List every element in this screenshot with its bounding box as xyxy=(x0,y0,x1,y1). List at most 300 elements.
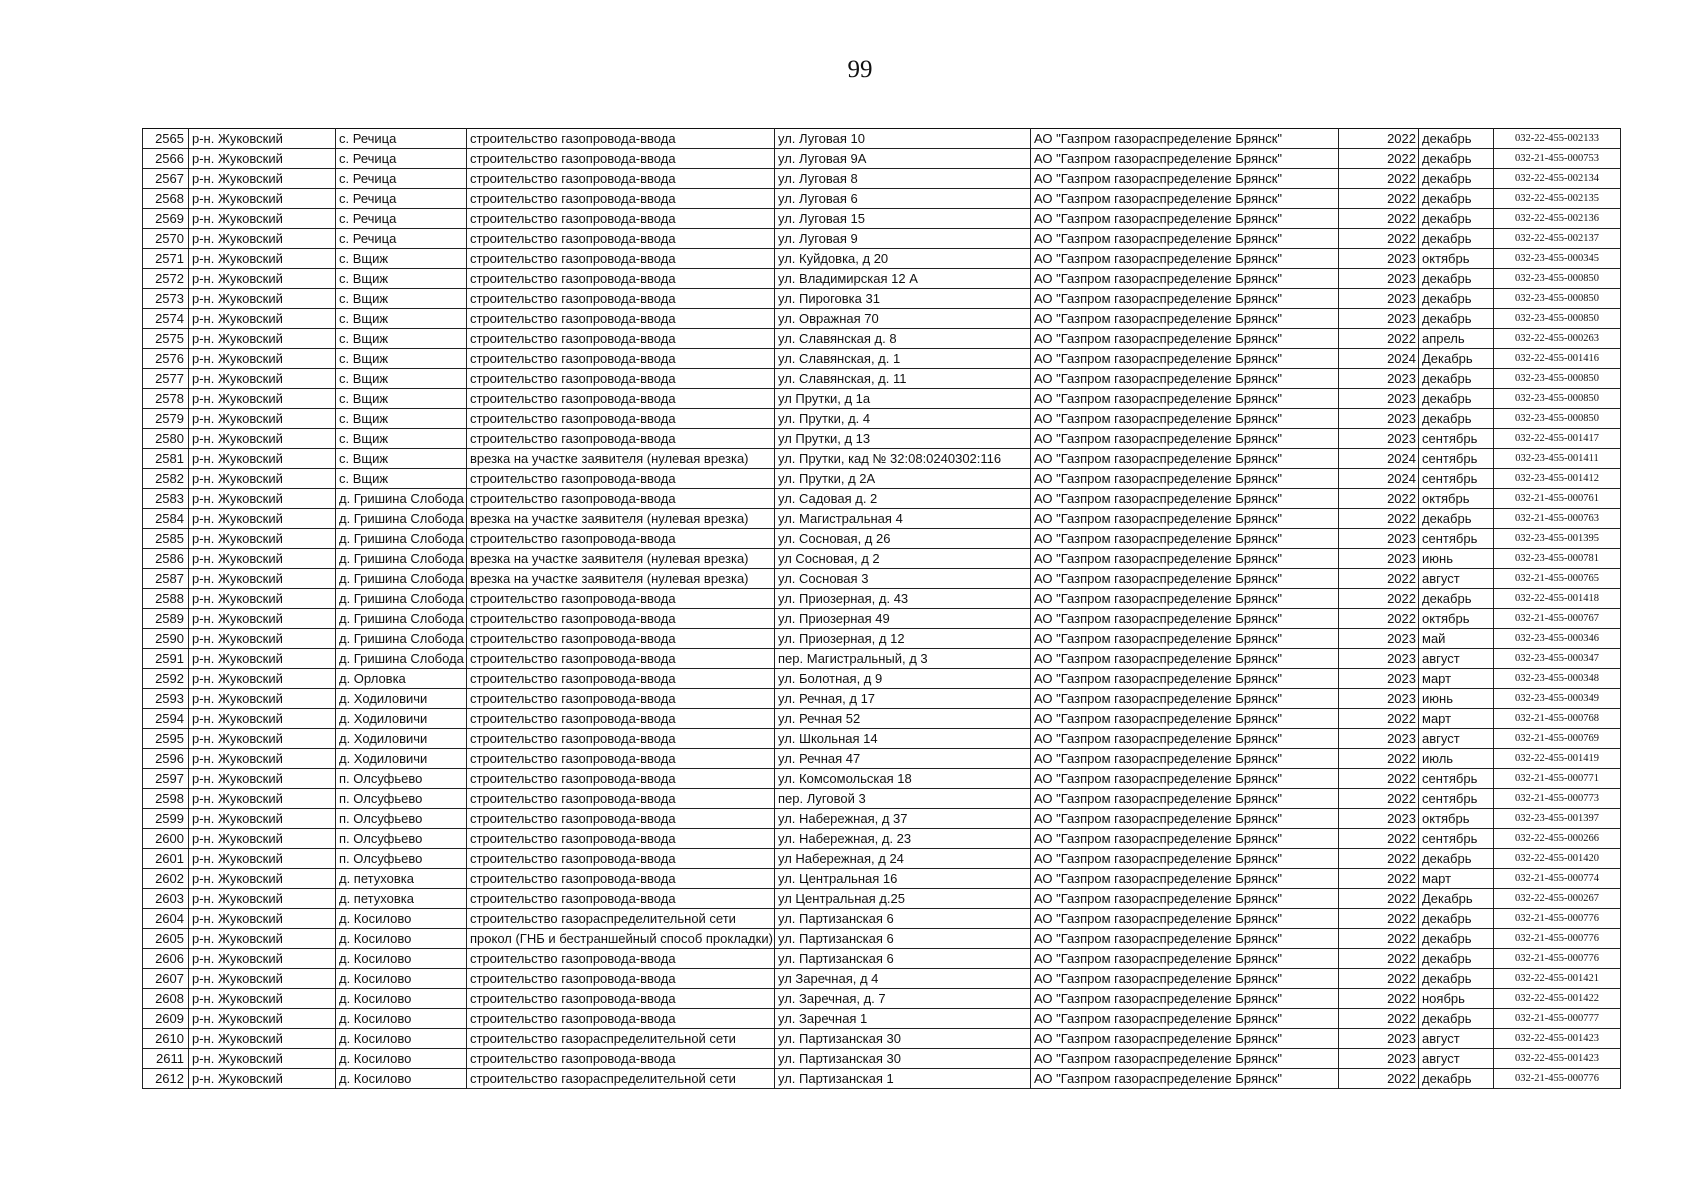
year-cell: 2023 xyxy=(1339,309,1419,329)
year-cell: 2022 xyxy=(1339,769,1419,789)
year-cell: 2023 xyxy=(1339,409,1419,429)
year-cell: 2023 xyxy=(1339,1029,1419,1049)
code-cell: 032-23-455-000348 xyxy=(1494,669,1621,689)
district-cell: р-н. Жуковский xyxy=(189,1029,336,1049)
row-number-cell: 2587 xyxy=(143,569,189,589)
month-cell: март xyxy=(1419,869,1494,889)
district-cell: р-н. Жуковский xyxy=(189,869,336,889)
address-cell: ул. Владимирская 12 А xyxy=(775,269,1031,289)
district-cell: р-н. Жуковский xyxy=(189,949,336,969)
work-type-cell: строительство газопровода-ввода xyxy=(467,269,775,289)
row-number-cell: 2570 xyxy=(143,229,189,249)
table-row xyxy=(143,129,1621,149)
work-type-cell: строительство газопровода-ввода xyxy=(467,489,775,509)
settlement-cell: д. Косилово xyxy=(336,969,467,989)
year-cell: 2022 xyxy=(1339,149,1419,169)
year-cell: 2022 xyxy=(1339,789,1419,809)
address-cell: ул. Славянская, д. 11 xyxy=(775,369,1031,389)
organization-cell: АО "Газпром газораспределение Брянск" xyxy=(1031,849,1339,869)
district-cell: р-н. Жуковский xyxy=(189,229,336,249)
work-type-cell: строительство газопровода-ввода xyxy=(467,809,775,829)
district-cell: р-н. Жуковский xyxy=(189,989,336,1009)
year-cell: 2023 xyxy=(1339,1049,1419,1069)
settlement-cell: с. Речица xyxy=(336,209,467,229)
month-cell: август xyxy=(1419,1029,1494,1049)
address-cell: ул. Луговая 9 xyxy=(775,229,1031,249)
settlement-cell: д. Косилово xyxy=(336,949,467,969)
work-type-cell: строительство газораспределительной сети xyxy=(467,1069,775,1089)
row-number-cell: 2572 xyxy=(143,269,189,289)
district-cell: р-н. Жуковский xyxy=(189,509,336,529)
month-cell: декабрь xyxy=(1419,309,1494,329)
work-type-cell: строительство газопровода-ввода xyxy=(467,289,775,309)
organization-cell: АО "Газпром газораспределение Брянск" xyxy=(1031,489,1339,509)
year-cell: 2022 xyxy=(1339,869,1419,889)
code-cell: 032-22-455-002137 xyxy=(1494,229,1621,249)
district-cell: р-н. Жуковский xyxy=(189,909,336,929)
work-type-cell: строительство газопровода-ввода xyxy=(467,1009,775,1029)
code-cell: 032-22-455-002133 xyxy=(1494,129,1621,149)
code-cell: 032-21-455-000765 xyxy=(1494,569,1621,589)
month-cell: декабрь xyxy=(1419,129,1494,149)
address-cell: ул. Сосновая, д 26 xyxy=(775,529,1031,549)
settlement-cell: с. Вщиж xyxy=(336,329,467,349)
year-cell: 2023 xyxy=(1339,269,1419,289)
settlement-cell: д. Косилово xyxy=(336,989,467,1009)
settlement-cell: с. Вщиж xyxy=(336,449,467,469)
month-cell: декабрь xyxy=(1419,969,1494,989)
settlement-cell: с. Вщиж xyxy=(336,369,467,389)
organization-cell: АО "Газпром газораспределение Брянск" xyxy=(1031,669,1339,689)
address-cell: ул. Речная, д 17 xyxy=(775,689,1031,709)
row-number-cell: 2588 xyxy=(143,589,189,609)
district-cell: р-н. Жуковский xyxy=(189,889,336,909)
table-row xyxy=(143,809,1621,829)
work-type-cell: строительство газопровода-ввода xyxy=(467,629,775,649)
settlement-cell: д. Гришина Слобода xyxy=(336,549,467,569)
address-cell: ул. Набережная, д 37 xyxy=(775,809,1031,829)
district-cell: р-н. Жуковский xyxy=(189,409,336,429)
settlement-cell: с. Вщиж xyxy=(336,309,467,329)
work-type-cell: строительство газопровода-ввода xyxy=(467,309,775,329)
table-row xyxy=(143,889,1621,909)
settlement-cell: д. Косилово xyxy=(336,909,467,929)
work-type-cell: строительство газопровода-ввода xyxy=(467,669,775,689)
organization-cell: АО "Газпром газораспределение Брянск" xyxy=(1031,789,1339,809)
code-cell: 032-22-455-000266 xyxy=(1494,829,1621,849)
table-row xyxy=(143,149,1621,169)
district-cell: р-н. Жуковский xyxy=(189,369,336,389)
address-cell: ул. Садовая д. 2 xyxy=(775,489,1031,509)
row-number-cell: 2581 xyxy=(143,449,189,469)
table-row xyxy=(143,1029,1621,1049)
organization-cell: АО "Газпром газораспределение Брянск" xyxy=(1031,909,1339,929)
code-cell: 032-23-455-001397 xyxy=(1494,809,1621,829)
year-cell: 2022 xyxy=(1339,929,1419,949)
year-cell: 2022 xyxy=(1339,609,1419,629)
month-cell: март xyxy=(1419,669,1494,689)
month-cell: июнь xyxy=(1419,689,1494,709)
month-cell: сентябрь xyxy=(1419,469,1494,489)
table-row xyxy=(143,209,1621,229)
month-cell: декабрь xyxy=(1419,589,1494,609)
settlement-cell: д. Ходиловичи xyxy=(336,709,467,729)
district-cell: р-н. Жуковский xyxy=(189,269,336,289)
district-cell: р-н. Жуковский xyxy=(189,669,336,689)
work-type-cell: строительство газопровода-ввода xyxy=(467,989,775,1009)
organization-cell: АО "Газпром газораспределение Брянск" xyxy=(1031,429,1339,449)
organization-cell: АО "Газпром газораспределение Брянск" xyxy=(1031,289,1339,309)
row-number-cell: 2586 xyxy=(143,549,189,569)
row-number-cell: 2596 xyxy=(143,749,189,769)
work-type-cell: строительство газопровода-ввода xyxy=(467,349,775,369)
code-cell: 032-23-455-000850 xyxy=(1494,409,1621,429)
month-cell: декабрь xyxy=(1419,1009,1494,1029)
district-cell: р-н. Жуковский xyxy=(189,729,336,749)
table-row xyxy=(143,709,1621,729)
year-cell: 2022 xyxy=(1339,1069,1419,1089)
organization-cell: АО "Газпром газораспределение Брянск" xyxy=(1031,309,1339,329)
district-cell: р-н. Жуковский xyxy=(189,829,336,849)
year-cell: 2024 xyxy=(1339,349,1419,369)
work-type-cell: строительство газораспределительной сети xyxy=(467,909,775,929)
organization-cell: АО "Газпром газораспределение Брянск" xyxy=(1031,389,1339,409)
year-cell: 2022 xyxy=(1339,169,1419,189)
organization-cell: АО "Газпром газораспределение Брянск" xyxy=(1031,509,1339,529)
row-number-cell: 2576 xyxy=(143,349,189,369)
code-cell: 032-21-455-000776 xyxy=(1494,909,1621,929)
organization-cell: АО "Газпром газораспределение Брянск" xyxy=(1031,589,1339,609)
district-cell: р-н. Жуковский xyxy=(189,489,336,509)
table-row xyxy=(143,409,1621,429)
work-type-cell: строительство газопровода-ввода xyxy=(467,249,775,269)
code-cell: 032-23-455-000346 xyxy=(1494,629,1621,649)
code-cell: 032-23-455-001395 xyxy=(1494,529,1621,549)
work-type-cell: строительство газопровода-ввода xyxy=(467,469,775,489)
address-cell: ул. Партизанская 6 xyxy=(775,909,1031,929)
settlement-cell: п. Олсуфьево xyxy=(336,769,467,789)
row-number-cell: 2578 xyxy=(143,389,189,409)
row-number-cell: 2589 xyxy=(143,609,189,629)
organization-cell: АО "Газпром газораспределение Брянск" xyxy=(1031,749,1339,769)
month-cell: сентябрь xyxy=(1419,789,1494,809)
table-row xyxy=(143,789,1621,809)
code-cell: 032-22-455-001423 xyxy=(1494,1049,1621,1069)
code-cell: 032-23-455-000345 xyxy=(1494,249,1621,269)
settlement-cell: п. Олсуфьево xyxy=(336,789,467,809)
district-cell: р-н. Жуковский xyxy=(189,329,336,349)
work-type-cell: строительство газопровода-ввода xyxy=(467,529,775,549)
year-cell: 2022 xyxy=(1339,489,1419,509)
work-type-cell: строительство газопровода-ввода xyxy=(467,189,775,209)
month-cell: декабрь xyxy=(1419,509,1494,529)
settlement-cell: д. Гришина Слобода xyxy=(336,649,467,669)
month-cell: декабрь xyxy=(1419,369,1494,389)
table-row xyxy=(143,229,1621,249)
table-row xyxy=(143,1049,1621,1069)
month-cell: сентябрь xyxy=(1419,429,1494,449)
organization-cell: АО "Газпром газораспределение Брянск" xyxy=(1031,369,1339,389)
year-cell: 2022 xyxy=(1339,989,1419,1009)
code-cell: 032-22-455-002136 xyxy=(1494,209,1621,229)
table-row xyxy=(143,949,1621,969)
row-number-cell: 2601 xyxy=(143,849,189,869)
row-number-cell: 2598 xyxy=(143,789,189,809)
code-cell: 032-22-455-001416 xyxy=(1494,349,1621,369)
row-number-cell: 2606 xyxy=(143,949,189,969)
month-cell: декабрь xyxy=(1419,229,1494,249)
row-number-cell: 2594 xyxy=(143,709,189,729)
month-cell: октябрь xyxy=(1419,489,1494,509)
row-number-cell: 2577 xyxy=(143,369,189,389)
address-cell: ул. Приозерная 49 xyxy=(775,609,1031,629)
table-row xyxy=(143,489,1621,509)
code-cell: 032-22-455-001423 xyxy=(1494,1029,1621,1049)
row-number-cell: 2608 xyxy=(143,989,189,1009)
settlement-cell: с. Вщиж xyxy=(336,289,467,309)
district-cell: р-н. Жуковский xyxy=(189,689,336,709)
work-type-cell: строительство газопровода-ввода xyxy=(467,769,775,789)
district-cell: р-н. Жуковский xyxy=(189,929,336,949)
row-number-cell: 2584 xyxy=(143,509,189,529)
address-cell: ул. Центральная 16 xyxy=(775,869,1031,889)
work-type-cell: строительство газопровода-ввода xyxy=(467,149,775,169)
month-cell: декабрь xyxy=(1419,149,1494,169)
work-type-cell: строительство газопровода-ввода xyxy=(467,129,775,149)
address-cell: ул. Партизанская 6 xyxy=(775,949,1031,969)
organization-cell: АО "Газпром газораспределение Брянск" xyxy=(1031,189,1339,209)
organization-cell: АО "Газпром газораспределение Брянск" xyxy=(1031,349,1339,369)
settlement-cell: п. Олсуфьево xyxy=(336,809,467,829)
organization-cell: АО "Газпром газораспределение Брянск" xyxy=(1031,729,1339,749)
address-cell: ул. Заречная, д. 7 xyxy=(775,989,1031,1009)
work-type-cell: прокол (ГНБ и бестраншейный способ прокладки) xyxy=(467,929,775,949)
month-cell: март xyxy=(1419,709,1494,729)
settlement-cell: с. Вщиж xyxy=(336,429,467,449)
work-type-cell: строительство газопровода-ввода xyxy=(467,389,775,409)
code-cell: 032-21-455-000776 xyxy=(1494,929,1621,949)
organization-cell: АО "Газпром газораспределение Брянск" xyxy=(1031,769,1339,789)
settlement-cell: с. Вщиж xyxy=(336,349,467,369)
code-cell: 032-21-455-000769 xyxy=(1494,729,1621,749)
settlement-cell: с. Вщиж xyxy=(336,469,467,489)
table-row xyxy=(143,629,1621,649)
table-row xyxy=(143,1069,1621,1089)
district-cell: р-н. Жуковский xyxy=(189,1049,336,1069)
address-cell: ул. Сосновая 3 xyxy=(775,569,1031,589)
table-row xyxy=(143,469,1621,489)
work-type-cell: строительство газопровода-ввода xyxy=(467,429,775,449)
settlement-cell: д. Косилово xyxy=(336,929,467,949)
table-row xyxy=(143,349,1621,369)
address-cell: ул. Прутки, кад № 32:08:0240302:116 xyxy=(775,449,1031,469)
organization-cell: АО "Газпром газораспределение Брянск" xyxy=(1031,149,1339,169)
code-cell: 032-21-455-000767 xyxy=(1494,609,1621,629)
table-row xyxy=(143,329,1621,349)
table-row xyxy=(143,169,1621,189)
month-cell: май xyxy=(1419,629,1494,649)
code-cell: 032-22-455-001421 xyxy=(1494,969,1621,989)
row-number-cell: 2583 xyxy=(143,489,189,509)
year-cell: 2022 xyxy=(1339,209,1419,229)
address-cell: ул. Приозерная, д 12 xyxy=(775,629,1031,649)
work-type-cell: строительство газопровода-ввода xyxy=(467,709,775,729)
district-cell: р-н. Жуковский xyxy=(189,189,336,209)
address-cell: ул. Луговая 6 xyxy=(775,189,1031,209)
work-type-cell: строительство газопровода-ввода xyxy=(467,949,775,969)
page-number: 99 xyxy=(847,56,873,83)
year-cell: 2023 xyxy=(1339,249,1419,269)
work-type-cell: строительство газопровода-ввода xyxy=(467,329,775,349)
year-cell: 2022 xyxy=(1339,229,1419,249)
address-cell: ул. Болотная, д 9 xyxy=(775,669,1031,689)
address-cell: ул. Луговая 15 xyxy=(775,209,1031,229)
settlement-cell: д. Ходиловичи xyxy=(336,729,467,749)
address-cell: ул. Речная 47 xyxy=(775,749,1031,769)
code-cell: 032-22-455-001419 xyxy=(1494,749,1621,769)
row-number-cell: 2574 xyxy=(143,309,189,329)
district-cell: р-н. Жуковский xyxy=(189,549,336,569)
year-cell: 2023 xyxy=(1339,729,1419,749)
work-type-cell: врезка на участке заявителя (нулевая врезка) xyxy=(467,449,775,469)
month-cell: декабрь xyxy=(1419,909,1494,929)
row-number-cell: 2571 xyxy=(143,249,189,269)
code-cell: 032-22-455-001422 xyxy=(1494,989,1621,1009)
year-cell: 2023 xyxy=(1339,629,1419,649)
month-cell: декабрь xyxy=(1419,289,1494,309)
organization-cell: АО "Газпром газораспределение Брянск" xyxy=(1031,229,1339,249)
organization-cell: АО "Газпром газораспределение Брянск" xyxy=(1031,989,1339,1009)
code-cell: 032-22-455-000263 xyxy=(1494,329,1621,349)
organization-cell: АО "Газпром газораспределение Брянск" xyxy=(1031,129,1339,149)
organization-cell: АО "Газпром газораспределение Брянск" xyxy=(1031,169,1339,189)
organization-cell: АО "Газпром газораспределение Брянск" xyxy=(1031,609,1339,629)
address-cell: ул Прутки, д 1а xyxy=(775,389,1031,409)
settlement-cell: с. Вщиж xyxy=(336,249,467,269)
month-cell: август xyxy=(1419,729,1494,749)
month-cell: Декабрь xyxy=(1419,349,1494,369)
settlement-cell: с. Вщиж xyxy=(336,409,467,429)
month-cell: ноябрь xyxy=(1419,989,1494,1009)
address-cell: ул. Прутки, д 2А xyxy=(775,469,1031,489)
settlement-cell: д. Косилово xyxy=(336,1009,467,1029)
month-cell: декабрь xyxy=(1419,189,1494,209)
row-number-cell: 2611 xyxy=(143,1049,189,1069)
organization-cell: АО "Газпром газораспределение Брянск" xyxy=(1031,1009,1339,1029)
settlement-cell: д. Гришина Слобода xyxy=(336,529,467,549)
row-number-cell: 2603 xyxy=(143,889,189,909)
settlement-cell: с. Речица xyxy=(336,149,467,169)
year-cell: 2022 xyxy=(1339,189,1419,209)
year-cell: 2023 xyxy=(1339,389,1419,409)
table-row xyxy=(143,609,1621,629)
address-cell: ул Центральная д.25 xyxy=(775,889,1031,909)
table-row xyxy=(143,729,1621,749)
code-cell: 032-22-455-002135 xyxy=(1494,189,1621,209)
year-cell: 2022 xyxy=(1339,1009,1419,1029)
work-type-cell: строительство газопровода-ввода xyxy=(467,589,775,609)
row-number-cell: 2599 xyxy=(143,809,189,829)
address-cell: ул. Приозерная, д. 43 xyxy=(775,589,1031,609)
address-cell: ул. Заречная 1 xyxy=(775,1009,1031,1029)
work-type-cell: строительство газораспределительной сети xyxy=(467,1029,775,1049)
organization-cell: АО "Газпром газораспределение Брянск" xyxy=(1031,869,1339,889)
settlement-cell: д. Гришина Слобода xyxy=(336,489,467,509)
organization-cell: АО "Газпром газораспределение Брянск" xyxy=(1031,449,1339,469)
district-cell: р-н. Жуковский xyxy=(189,249,336,269)
row-number-cell: 2568 xyxy=(143,189,189,209)
address-cell: ул. Набережная, д. 23 xyxy=(775,829,1031,849)
row-number-cell: 2602 xyxy=(143,869,189,889)
table-row xyxy=(143,929,1621,949)
work-type-cell: строительство газопровода-ввода xyxy=(467,889,775,909)
address-cell: ул. Славянская д. 8 xyxy=(775,329,1031,349)
table-row xyxy=(143,869,1621,889)
table-row xyxy=(143,549,1621,569)
address-cell: ул. Луговая 10 xyxy=(775,129,1031,149)
code-cell: 032-23-455-001411 xyxy=(1494,449,1621,469)
year-cell: 2023 xyxy=(1339,549,1419,569)
settlement-cell: д. Гришина Слобода xyxy=(336,569,467,589)
month-cell: сентябрь xyxy=(1419,529,1494,549)
code-cell: 032-21-455-000753 xyxy=(1494,149,1621,169)
address-cell: ул Набережная, д 24 xyxy=(775,849,1031,869)
work-type-cell: строительство газопровода-ввода xyxy=(467,409,775,429)
district-cell: р-н. Жуковский xyxy=(189,809,336,829)
year-cell: 2023 xyxy=(1339,289,1419,309)
district-cell: р-н. Жуковский xyxy=(189,209,336,229)
settlement-cell: д. Ходиловичи xyxy=(336,689,467,709)
address-cell: ул. Прутки, д. 4 xyxy=(775,409,1031,429)
row-number-cell: 2582 xyxy=(143,469,189,489)
table-row xyxy=(143,389,1621,409)
organization-cell: АО "Газпром газораспределение Брянск" xyxy=(1031,1069,1339,1089)
address-cell: ул. Партизанская 30 xyxy=(775,1029,1031,1049)
settlement-cell: д. Косилово xyxy=(336,1069,467,1089)
code-cell: 032-21-455-000763 xyxy=(1494,509,1621,529)
work-type-cell: строительство газопровода-ввода xyxy=(467,789,775,809)
settlement-cell: с. Речица xyxy=(336,129,467,149)
table-row xyxy=(143,829,1621,849)
code-cell: 032-21-455-000761 xyxy=(1494,489,1621,509)
organization-cell: АО "Газпром газораспределение Брянск" xyxy=(1031,529,1339,549)
table-row xyxy=(143,509,1621,529)
work-type-cell: строительство газопровода-ввода xyxy=(467,649,775,669)
organization-cell: АО "Газпром газораспределение Брянск" xyxy=(1031,209,1339,229)
settlement-cell: с. Речица xyxy=(336,189,467,209)
table-row xyxy=(143,189,1621,209)
organization-cell: АО "Газпром газораспределение Брянск" xyxy=(1031,549,1339,569)
settlement-cell: д. Гришина Слобода xyxy=(336,609,467,629)
year-cell: 2022 xyxy=(1339,589,1419,609)
row-number-cell: 2605 xyxy=(143,929,189,949)
year-cell: 2023 xyxy=(1339,649,1419,669)
district-cell: р-н. Жуковский xyxy=(189,649,336,669)
table-row xyxy=(143,249,1621,269)
code-cell: 032-22-455-002134 xyxy=(1494,169,1621,189)
month-cell: декабрь xyxy=(1419,849,1494,869)
work-type-cell: строительство газопровода-ввода xyxy=(467,729,775,749)
address-cell: ул Сосновая, д 2 xyxy=(775,549,1031,569)
settlement-cell: д. Гришина Слобода xyxy=(336,589,467,609)
month-cell: декабрь xyxy=(1419,269,1494,289)
district-cell: р-н. Жуковский xyxy=(189,469,336,489)
year-cell: 2022 xyxy=(1339,889,1419,909)
organization-cell: АО "Газпром газораспределение Брянск" xyxy=(1031,409,1339,429)
code-cell: 032-23-455-000850 xyxy=(1494,389,1621,409)
table-row xyxy=(143,569,1621,589)
settlement-cell: с. Речица xyxy=(336,169,467,189)
